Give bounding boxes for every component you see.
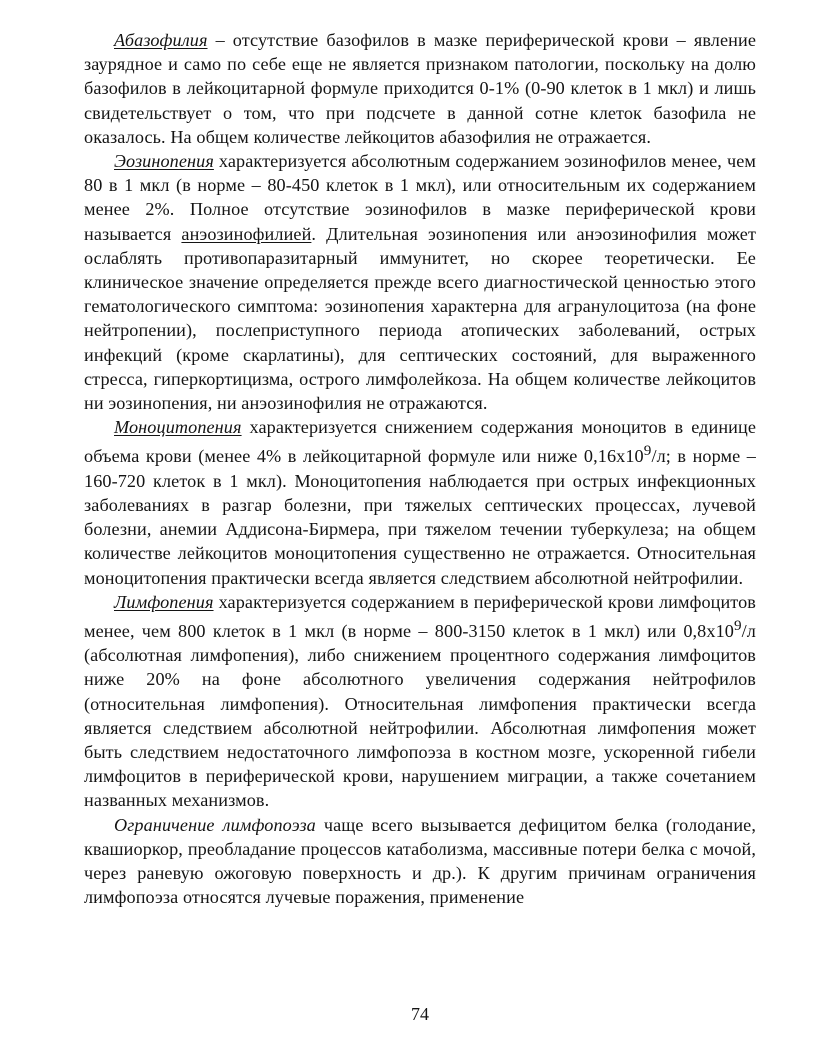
paragraph-lymphopenia xyxy=(84,590,756,813)
paragraph-lymphopoiesis-limitation xyxy=(84,813,756,910)
paragraph-text: чаще всего вызывается дефицитом белка (голодание, квашиоркор, преобладание процессов катаболизма, массивные потери белка с мочой, через раневую ожоговую поверхность и др.). К другим причинам ограничения лимфопоэза относятся лучевые поражения, применение xyxy=(84,814,756,908)
page-number: 74 xyxy=(411,1004,429,1024)
term-lymphopenia: Лимфопения xyxy=(114,591,214,612)
paragraph-text: /л; в норме – 160-720 клеток в 1 мкл). Моноцитопения наблюдается при острых инфекционных заболеваниях в разгар болезни, при тяжелых септических процессах, лучевой болезни, анемии Аддисона-Бирмера, при тяжелом течении туберкулеза; на общем количестве лейкоцитов моноцитопения существенно не отражается. Относительная моноцитопения практически всегда является следствием абсолютной нейтрофилии. xyxy=(84,446,756,588)
paragraph-text: /л (абсолютная лимфопения), либо снижением процентного содержания лимфоцитов ниже 20% на фоне абсолютного увеличения содержания нейтрофилов (относительная лимфопения). Относительная лимфопения практически всегда является следствием абсолютной нейтрофилии. Абсолютная лимфопения может быть следствием недостаточного лимфопоэза в костном мозге, ускоренной гибели лимфоцитов в периферической крови, нарушением миграции, а также сочетанием названных механизмов. xyxy=(84,621,756,811)
paragraph-text: характеризуется снижением содержания моноцитов в единице объема крови (менее 4% в лейкоцитарной формуле или ниже 0,16х10 xyxy=(84,417,756,467)
exponent: 9 xyxy=(733,616,742,634)
paragraph-text: . Длительная эозинопения или анэозинофилия может ослаблять противопаразитарный иммунитет, но скорее теоретически. Ее клиническое значение определяется прежде всего диагностической ценностью этого гематологического симптома: эозинопения характерна для агранулоцитоза (на фоне нейтропении), послеприступного периода атопических заболеваний, острых инфекций (кроме скарлатины), для септических состояний, для выраженного стресса, гиперкортицизма, острого лимфолейкоза. На общем количестве лейкоцитов ни эозинопения, ни анэозинофилия не отражаются. xyxy=(84,223,756,414)
paragraph-abasophilia xyxy=(84,28,756,149)
paragraph-text: характеризуется абсолютным содержанием эозинофилов менее, чем 80 в 1 мкл (в норме – 80-450 клеток в 1 мкл), или относительным их содержанием менее 2%. Полное отсутствие эозинофилов в мазке периферической крови называется xyxy=(84,151,756,244)
term-lymphopoiesis-limitation: Ограничение лимфопоэза xyxy=(114,814,316,835)
term-eosinopenia: Эозинопения xyxy=(114,151,214,172)
paragraph-text: характеризуется содержанием в периферической крови лимфоцитов менее, чем 800 клеток в 1 мкл (в норме – 800-3150 клеток в 1 мкл) или 0,8х10 xyxy=(84,591,756,641)
paragraph-text: – отсутствие базофилов в мазке периферической крови – явление заурядное и само по себе еще не является признаком патологии, поскольку на долю базофилов в лейкоцитарной формуле приходится 0-1% (0-90 клеток в 1 мкл) и лишь свидетельствует о том, что при подсчете в данной сотне клеток базофила не оказалось. На общем количестве лейкоцитов абазофилия не отражается. xyxy=(84,30,756,147)
term-aneosinophilia: анэозинофилией xyxy=(181,223,312,244)
term-abasophilia: Абазофилия xyxy=(114,30,208,50)
paragraph-monocytopenia xyxy=(84,415,756,589)
page-body xyxy=(84,28,756,909)
paragraph-eosinopenia xyxy=(84,149,756,415)
term-monocytopenia: Моноцитопения xyxy=(114,417,242,438)
exponent: 9 xyxy=(643,442,652,460)
